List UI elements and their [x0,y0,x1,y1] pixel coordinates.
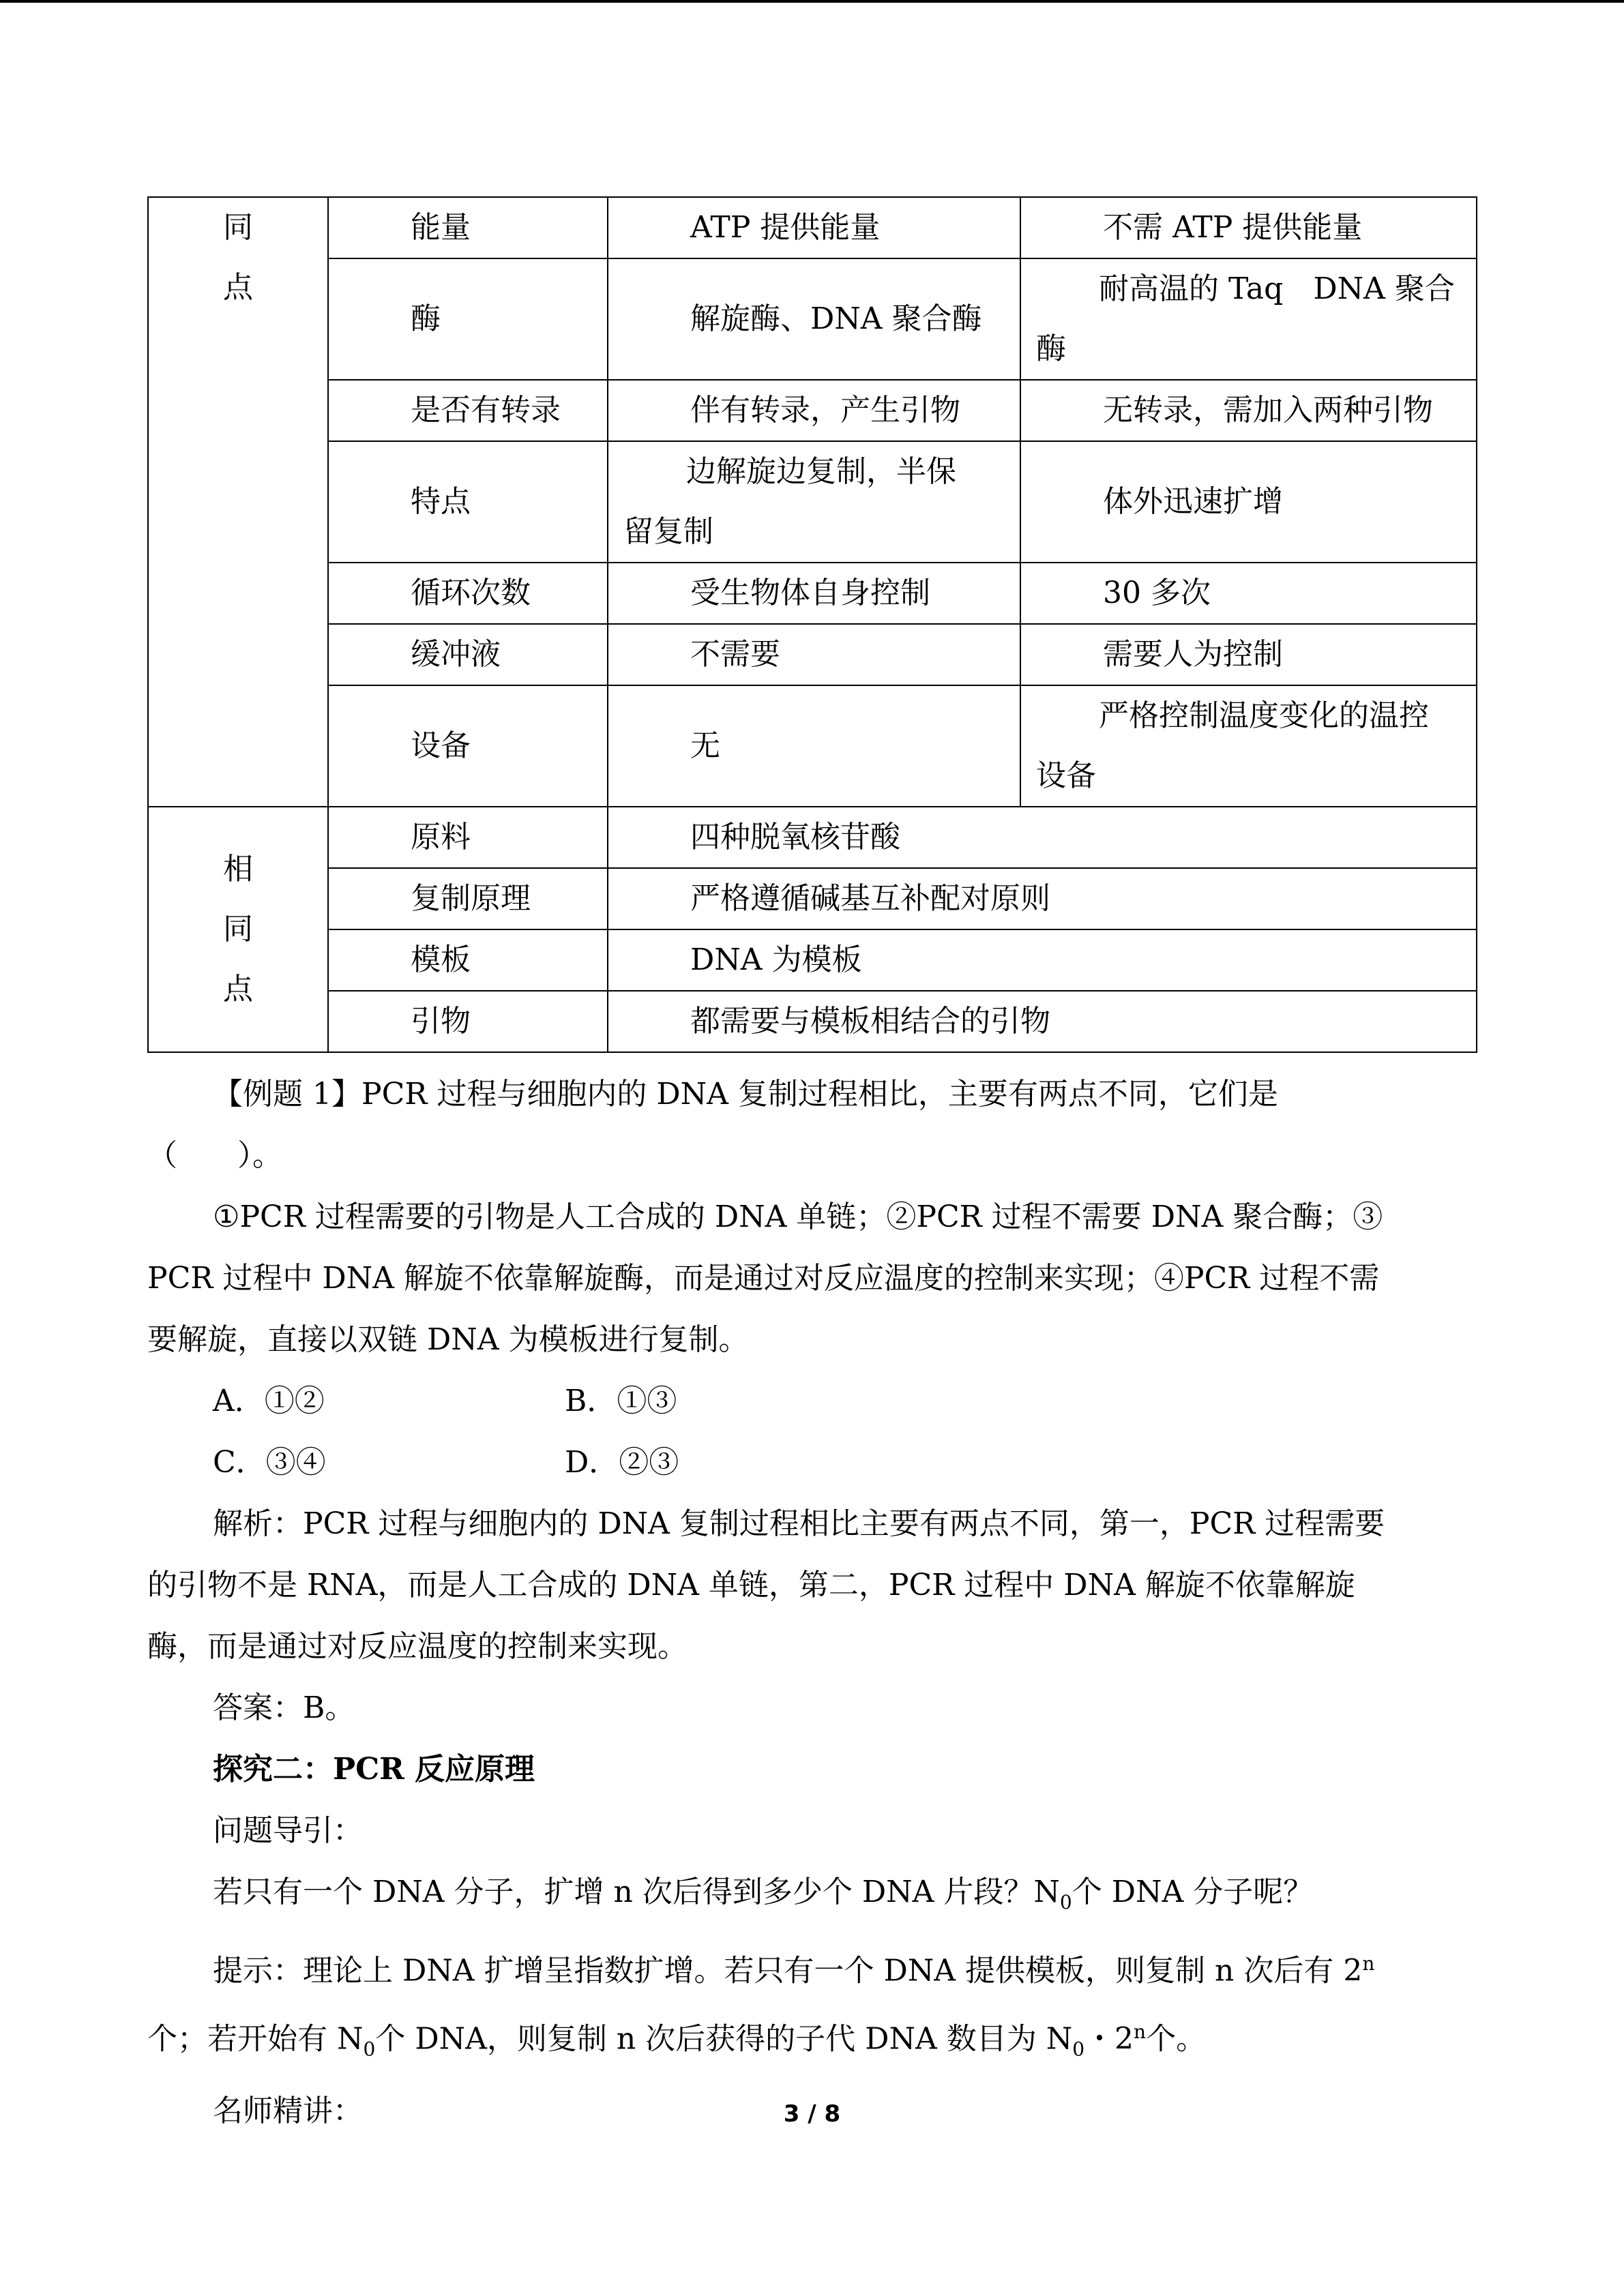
pcr-value [1020,685,1477,807]
option-d: D．②③ [565,1445,679,1480]
options-row [147,1432,1476,1493]
cell-value: ATP 提供能量 [608,197,1020,258]
pcr-value: 无转录，需加入两种引物 [1020,380,1477,441]
diff-group-cell [148,197,328,807]
item-cell: 模板 [328,929,608,991]
item-cell: 原料 [328,807,608,868]
pcr-value-line: 严格控制温度变化的温控 [1099,698,1429,733]
answer: 答案：B。 [213,1690,355,1725]
desc-cell: 都需要与模板相结合的引物 [608,991,1477,1052]
pcr-value: 体外迅速扩增 [1020,441,1477,563]
table-row [148,868,1477,929]
text-run: 个 DNA，则复制 n 次后获得的子代 DNA 数目为 N [375,2022,1073,2057]
comparison-table [147,196,1477,1053]
pcr-value: 不需 ATP 提供能量 [1020,197,1477,258]
table-row [148,197,1477,258]
subscript: 0 [1072,2038,1085,2061]
page-number: 3 / 8 [783,2100,841,2128]
cell-value: 不需要 [608,624,1020,685]
item-cell: 是否有转录 [328,380,608,441]
subscript: 0 [1059,1890,1072,1913]
top-border-line [0,0,1624,3]
question-guide: 问题导引： [213,1813,363,1848]
item-cell: 酶 [328,258,608,380]
text-run: 个；若开始有 N [147,2022,364,2057]
item-cell: 循环次数 [328,563,608,624]
item-cell: 引物 [328,991,608,1052]
guide-question [147,1862,1476,1933]
option-a: A．①② [213,1384,325,1418]
option-c: C．③④ [213,1445,326,1480]
pcr-value-line: 设备 [1036,758,1096,793]
cell-value: 无 [608,685,1020,807]
example-question-blank: （ ）。 [147,1138,282,1173]
hint-line [147,1933,1476,2002]
group-char: 相 [223,852,253,886]
body-text [147,1064,1476,2142]
desc-cell: 四种脱氧核苷酸 [608,807,1477,868]
example-question: 【例题 1】PCR 过程与细胞内的 DNA 复制过程相比，主要有两点不同，它们是 [213,1077,1278,1112]
analysis-line: 解析：PCR 过程与细胞内的 DNA 复制过程相比主要有两点不同，第一，PCR 过程需要 [213,1506,1385,1541]
options-row [147,1371,1476,1432]
section-heading: 探究二：PCR 反应原理 [213,1752,535,1787]
table-row [148,380,1477,441]
lecture-label: 名师精讲： [213,2093,363,2128]
hint-line [147,2001,1476,2080]
item-cell: 特点 [328,441,608,563]
pcr-value-line: 酶 [1036,331,1066,366]
table-row [148,929,1477,991]
table-row [148,991,1477,1052]
analysis-line: 酶，而是通过对反应温度的控制来实现。 [147,1629,688,1664]
text-run: 若只有一个 DNA 分子，扩增 n 次后得到多少个 DNA 片段？N [213,1875,1060,1909]
pcr-value: 需要人为控制 [1020,624,1477,685]
group-char: 同 [223,912,253,946]
statement-line: ①PCR 过程需要的引物是人工合成的 DNA 单链；②PCR 过程不需要 DNA 聚合酶；③ [213,1199,1383,1234]
superscript: n [1362,1952,1375,1975]
pcr-value: 30 多次 [1020,563,1477,624]
cell-value-line: 留复制 [623,514,713,549]
pcr-value [1020,258,1477,380]
item-cell: 复制原理 [328,868,608,929]
text-run: ・2 [1084,2022,1134,2057]
desc-cell: DNA 为模板 [608,929,1477,991]
pcr-value-line: 耐高温的 Taq DNA 聚合 [1099,271,1455,306]
cell-value-line: 边解旋边复制，半保 [686,454,956,489]
subscript: 0 [363,2038,376,2061]
group-char: 点 [223,270,253,305]
item-cell: 设备 [328,685,608,807]
analysis-line: 的引物不是 RNA，而是人工合成的 DNA 单链，第二，PCR 过程中 DNA 解旋不依靠解旋 [147,1568,1355,1602]
text-run: 个 DNA 分子呢？ [1072,1875,1314,1909]
cell-value [608,441,1020,563]
item-cell: 缓冲液 [328,624,608,685]
table-row [148,807,1477,868]
group-char: 同 [223,210,253,245]
group-char: 点 [223,972,253,1007]
table-row [148,258,1477,380]
text-run: 个。 [1146,2022,1207,2057]
statement-line: 要解旋，直接以双链 DNA 为模板进行复制。 [147,1322,749,1357]
option-b: B．①③ [565,1384,677,1418]
cell-value: 伴有转录，产生引物 [608,380,1020,441]
table-row [148,685,1477,807]
same-group-cell [148,807,328,1052]
cell-value: 受生物体自身控制 [608,563,1020,624]
cell-value: 解旋酶、DNA 聚合酶 [608,258,1020,380]
item-cell: 能量 [328,197,608,258]
desc-cell: 严格遵循碱基互补配对原则 [608,868,1477,929]
table-row [148,563,1477,624]
statement-line: PCR 过程中 DNA 解旋不依靠解旋酶，而是通过对反应温度的控制来实现；④PCR 过程不需 [147,1261,1380,1296]
superscript: n [1134,2021,1147,2044]
text-run: 提示：理论上 DNA 扩增呈指数扩增。若只有一个 DNA 提供模板，则复制 n 次后有 2 [213,1953,1363,1988]
table-row [148,441,1477,563]
table-row [148,624,1477,685]
